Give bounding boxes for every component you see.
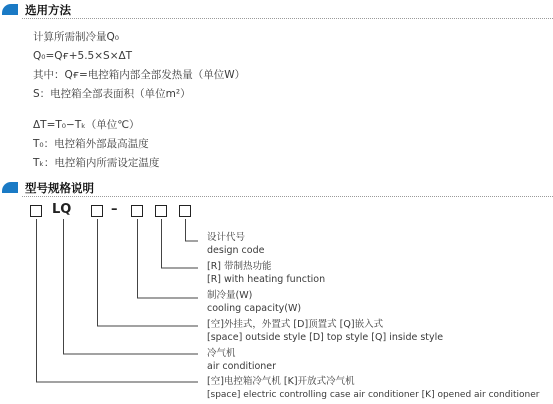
method-line-3: 其中：Qғ=电控箱内部全部发热量（单位W）	[33, 69, 246, 81]
connector-design	[186, 219, 199, 241]
legend-install-en: [space] outside style [D] top style [Q] inside style	[207, 332, 444, 343]
code-dash: –	[111, 202, 118, 217]
method-line-5: ΔT=T₀−Tₖ（单位℃）	[33, 119, 140, 131]
connector-heating	[162, 219, 199, 268]
connector-cooling	[138, 219, 199, 298]
connector-ac	[64, 219, 199, 354]
method-line-4: S：电控箱全部表面积（单位m²）	[33, 88, 191, 100]
legend-design-en: design code	[207, 245, 265, 256]
model-code: LQ	[52, 202, 72, 217]
legend-type-cn: [空]电控箱冷气机 [K]开放式冷气机	[207, 376, 355, 387]
connector-install	[98, 219, 199, 326]
legend-install-cn: [空]外挂式，外置式 [D]顶置式 [Q]嵌入式	[207, 319, 384, 330]
section-title: 选用方法	[25, 3, 71, 17]
legend-ac-en: air conditioner	[207, 361, 277, 372]
legend-design-cn: 设计代号	[207, 232, 246, 243]
legend-heating-en: [R] with heating function	[207, 274, 326, 285]
method-line-1: 计算所需制冷量Q₀	[33, 31, 119, 43]
section-title: 型号规格说明	[25, 181, 94, 195]
method-formula: Q₀=Qғ+5.5×S×ΔT	[33, 50, 133, 62]
method-line-6: T₀：电控箱外部最高温度	[33, 138, 149, 150]
method-line-7: Tₖ：电控箱内所需设定温度	[33, 157, 160, 169]
legend-heating-cn: [R] 带制热功能	[207, 261, 272, 272]
legend-ac-cn: 冷气机	[207, 348, 236, 359]
legend-cooling-cn: 制冷量(W)	[207, 290, 253, 301]
legend-type-en: [space] electric controlling case air conditioner [K] opened air conditioner	[207, 390, 540, 400]
connector-type	[37, 219, 199, 382]
legend-cooling-en: cooling capacity(W)	[207, 303, 302, 314]
